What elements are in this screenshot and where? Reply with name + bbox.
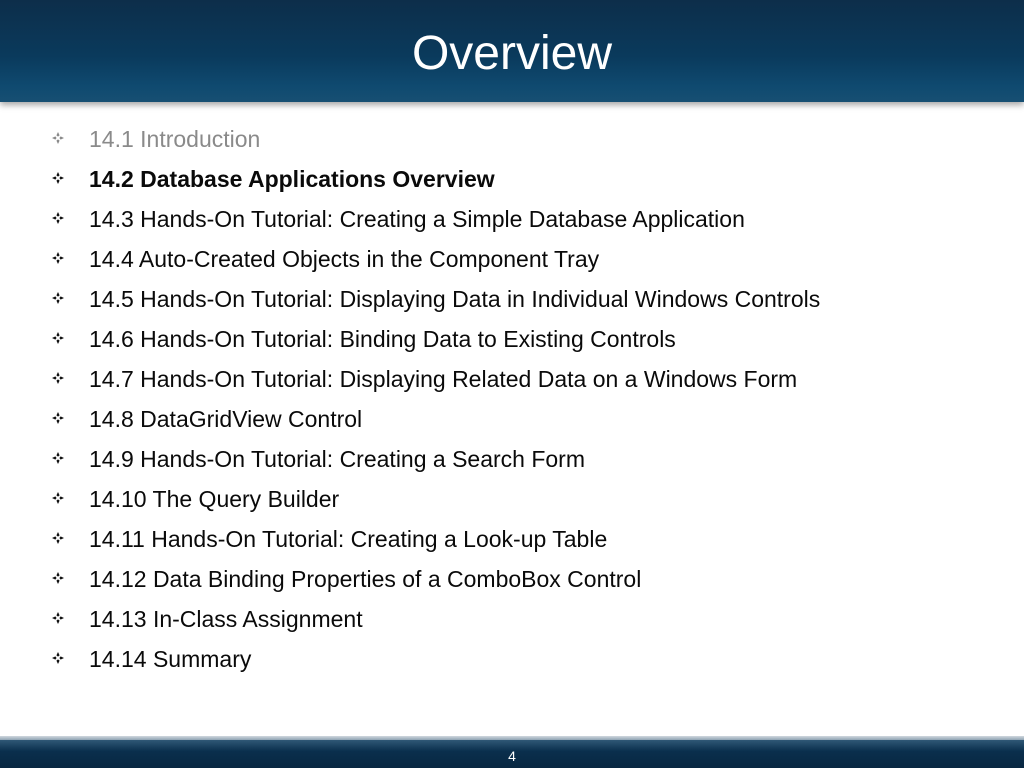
bullet-list bbox=[0, 119, 1024, 679]
diamond-bullet-icon bbox=[52, 132, 64, 144]
diamond-bullet-icon bbox=[52, 572, 64, 584]
diamond-bullet-icon bbox=[52, 532, 64, 544]
list-item bbox=[0, 559, 1024, 599]
list-item bbox=[0, 439, 1024, 479]
slide-title: Overview bbox=[411, 27, 613, 80]
list-item-label: 14.5 Hands-On Tutorial: Displaying Data in Individual Windows Controls bbox=[89, 286, 821, 312]
diamond-bullet-icon bbox=[52, 492, 64, 504]
diamond-bullet-icon bbox=[52, 172, 64, 184]
diamond-bullet-icon bbox=[52, 452, 64, 464]
list-item bbox=[0, 319, 1024, 359]
list-item-label: 14.4 Auto-Created Objects in the Component Tray bbox=[89, 246, 600, 272]
list-item bbox=[0, 199, 1024, 239]
list-item-label: 14.7 Hands-On Tutorial: Displaying Related Data on a Windows Form bbox=[89, 366, 798, 392]
list-item-label: 14.3 Hands-On Tutorial: Creating a Simple Database Application bbox=[89, 206, 745, 232]
list-item bbox=[0, 239, 1024, 279]
diamond-bullet-icon bbox=[52, 652, 64, 664]
list-item-label: 14.8 DataGridView Control bbox=[89, 406, 363, 432]
list-item bbox=[0, 519, 1024, 559]
list-item-label: 14.6 Hands-On Tutorial: Binding Data to Existing Controls bbox=[89, 326, 676, 352]
diamond-bullet-icon bbox=[52, 372, 64, 384]
list-item bbox=[0, 279, 1024, 319]
list-item-label: 14.1 Introduction bbox=[89, 126, 261, 152]
list-item bbox=[0, 599, 1024, 639]
list-item-label: 14.11 Hands-On Tutorial: Creating a Look-up Table bbox=[89, 526, 608, 552]
diamond-bullet-icon bbox=[52, 612, 64, 624]
diamond-bullet-icon bbox=[52, 292, 64, 304]
list-item bbox=[0, 159, 1024, 199]
list-item bbox=[0, 119, 1024, 159]
list-item-label: 14.2 Database Applications Overview bbox=[89, 166, 495, 192]
diamond-bullet-icon bbox=[52, 412, 64, 424]
list-item bbox=[0, 359, 1024, 399]
page-number: 4 bbox=[508, 748, 516, 764]
list-item bbox=[0, 399, 1024, 439]
list-item-label: 14.12 Data Binding Properties of a ComboBox Control bbox=[89, 566, 642, 592]
title-bar bbox=[0, 0, 1024, 102]
list-item-label: 14.13 In-Class Assignment bbox=[89, 606, 363, 632]
list-item-label: 14.14 Summary bbox=[89, 646, 252, 672]
diamond-bullet-icon bbox=[52, 252, 64, 264]
list-item bbox=[0, 479, 1024, 519]
diamond-bullet-icon bbox=[52, 212, 64, 224]
diamond-bullet-icon bbox=[52, 332, 64, 344]
list-item-label: 14.9 Hands-On Tutorial: Creating a Search Form bbox=[89, 446, 586, 472]
list-item bbox=[0, 639, 1024, 679]
list-item-label: 14.10 The Query Builder bbox=[89, 486, 340, 512]
